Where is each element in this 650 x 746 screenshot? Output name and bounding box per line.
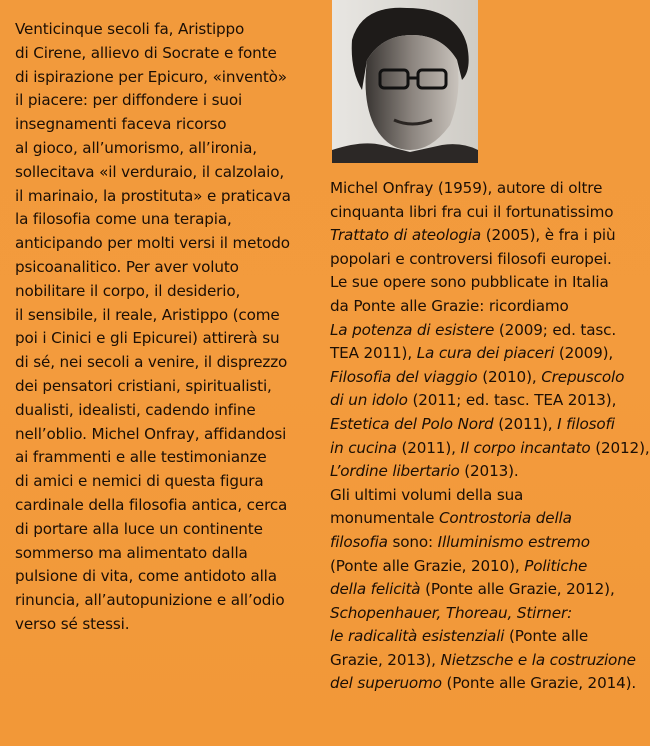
synopsis-line: cardinale della filosofia antica, cerca — [15, 495, 288, 514]
book-title: Trattato di ateologia — [330, 226, 482, 245]
synopsis-line: sollecitava «il verduraio, il calzolaio, — [15, 162, 285, 181]
synopsis-line: nell’oblio. Michel Onfray, affidandosi — [15, 424, 287, 443]
synopsis-line: dei pensatori cristiani, spiritualisti, — [15, 376, 272, 395]
author-photo — [332, 0, 478, 163]
book-title: Il corpo incantato — [460, 438, 591, 457]
bio-line: Michel Onfray (1959), autore di oltre — [330, 179, 603, 197]
bio-line — [330, 413, 645, 437]
book-title: Estetica del Polo Nord — [330, 414, 494, 433]
synopsis-line: la filosofia come una terapia, — [15, 210, 232, 229]
book-title: le radicalità esistenziali — [330, 627, 505, 646]
bio-text: (2011; ed. tasc. TEA 2013), — [407, 391, 617, 410]
author-bio — [330, 177, 650, 696]
bio-line: Gli ultimi volumi della sua — [330, 485, 524, 504]
synopsis-line: Venticinque secoli fa, Aristippo — [15, 20, 245, 38]
bio-text: (2012), — [590, 438, 650, 457]
synopsis-line: ai frammenti e alle testimonianze — [15, 448, 267, 467]
book-title: del superuomo — [330, 674, 442, 693]
synopsis-line: nobilitare il corpo, il desiderio, — [15, 281, 241, 300]
book-title: La potenza di esistere — [330, 320, 495, 339]
bio-line — [330, 437, 650, 461]
bio-text: (2011), — [493, 414, 558, 433]
book-title: Schopenhauer, Thoreau, Stirner: — [330, 603, 573, 622]
bio-line — [330, 389, 645, 413]
bio-line — [330, 460, 645, 484]
bio-line — [330, 649, 645, 673]
synopsis-line: anticipando per molti versi il metodo — [15, 234, 290, 253]
book-title: in cucina — [330, 438, 397, 457]
synopsis-line: insegnamenti faceva ricorso — [15, 115, 227, 134]
synopsis-line: il piacere: per diffondere i suoi — [15, 91, 243, 110]
book-title: I filosofi — [557, 414, 615, 433]
book-title: Nietzsche e la costruzione — [440, 650, 636, 669]
bio-line — [330, 531, 645, 555]
synopsis-text — [15, 18, 315, 637]
book-title: Crepuscolo — [541, 367, 625, 386]
synopsis-line: dualisti, idealisti, cadendo infine — [15, 400, 256, 419]
synopsis-line: verso sé stessi. — [15, 614, 130, 633]
bio-line — [330, 507, 645, 531]
synopsis-line: di portare alla luce un continente — [15, 519, 263, 538]
bio-text: monumentale — [330, 509, 439, 528]
book-title: Controstoria della — [438, 509, 572, 528]
bio-text: (Ponte alle — [504, 627, 589, 646]
bio-line — [330, 319, 645, 343]
bio-line — [330, 602, 645, 626]
book-title: di un idolo — [330, 391, 408, 410]
bio-line: popolari e controversi filosofi europei. — [330, 249, 612, 268]
bio-text: (Ponte alle Grazie, 2010), — [330, 556, 525, 575]
book-title: Illuminismo estremo — [437, 532, 590, 551]
bio-text: (2013). — [459, 462, 519, 481]
bio-line — [330, 366, 645, 390]
bio-line: cinquanta libri fra cui il fortunatissimo — [330, 202, 614, 221]
bio-line — [330, 342, 645, 366]
book-title: L’ordine libertario — [330, 462, 460, 481]
bio-line — [330, 625, 645, 649]
bio-text: (2009; ed. tasc. — [494, 320, 617, 339]
book-title: La cura dei piaceri — [416, 344, 555, 363]
synopsis-line: sommerso ma alimentato dalla — [15, 543, 248, 562]
synopsis-line: di amici e nemici di questa figura — [15, 472, 264, 491]
synopsis-line: poi i Cinici e gli Epicurei) attirerà su — [15, 329, 280, 348]
bio-line: da Ponte alle Grazie: ricordiamo — [330, 296, 569, 315]
bio-text: (2011), — [396, 438, 461, 457]
book-title: Politiche — [524, 556, 588, 575]
bio-text: (2005), è fra i più — [481, 226, 616, 245]
bio-text: TEA 2011), — [330, 344, 417, 363]
synopsis-line: il sensibile, il reale, Aristippo (come — [15, 305, 280, 324]
book-title: della felicità — [330, 580, 421, 599]
bio-line: Le sue opere sono pubblicate in Italia — [330, 273, 609, 292]
synopsis-line: di ispirazione per Epicuro, «inventò» — [15, 67, 287, 86]
book-title: filosofia — [330, 532, 388, 551]
bio-line — [330, 672, 645, 696]
book-title: Filosofia del viaggio — [330, 367, 478, 386]
bio-line — [330, 224, 645, 248]
bio-text: sono: — [387, 532, 438, 551]
bio-line — [330, 578, 645, 602]
synopsis-line: pulsione di vita, come antidoto alla — [15, 567, 277, 586]
synopsis-line: di sé, nei secoli a venire, il disprezzo — [15, 353, 288, 372]
bio-text: (2010), — [477, 367, 542, 386]
synopsis-line: di Cirene, allievo di Socrate e fonte — [15, 43, 277, 62]
bio-text: Grazie, 2013), — [330, 650, 441, 669]
synopsis-line: al gioco, all’umorismo, all’ironia, — [15, 138, 257, 157]
bio-text: (2009), — [554, 344, 614, 363]
synopsis-line: psicoanalitico. Per aver voluto — [15, 257, 239, 276]
synopsis-line: rinuncia, all’autopunizione e all’odio — [15, 591, 285, 610]
bio-text: (Ponte alle Grazie, 2012), — [420, 580, 615, 599]
bio-text: (Ponte alle Grazie, 2014). — [441, 674, 637, 693]
synopsis-line: il marinaio, la prostituta» e praticava — [15, 186, 291, 205]
bio-line — [330, 555, 645, 579]
